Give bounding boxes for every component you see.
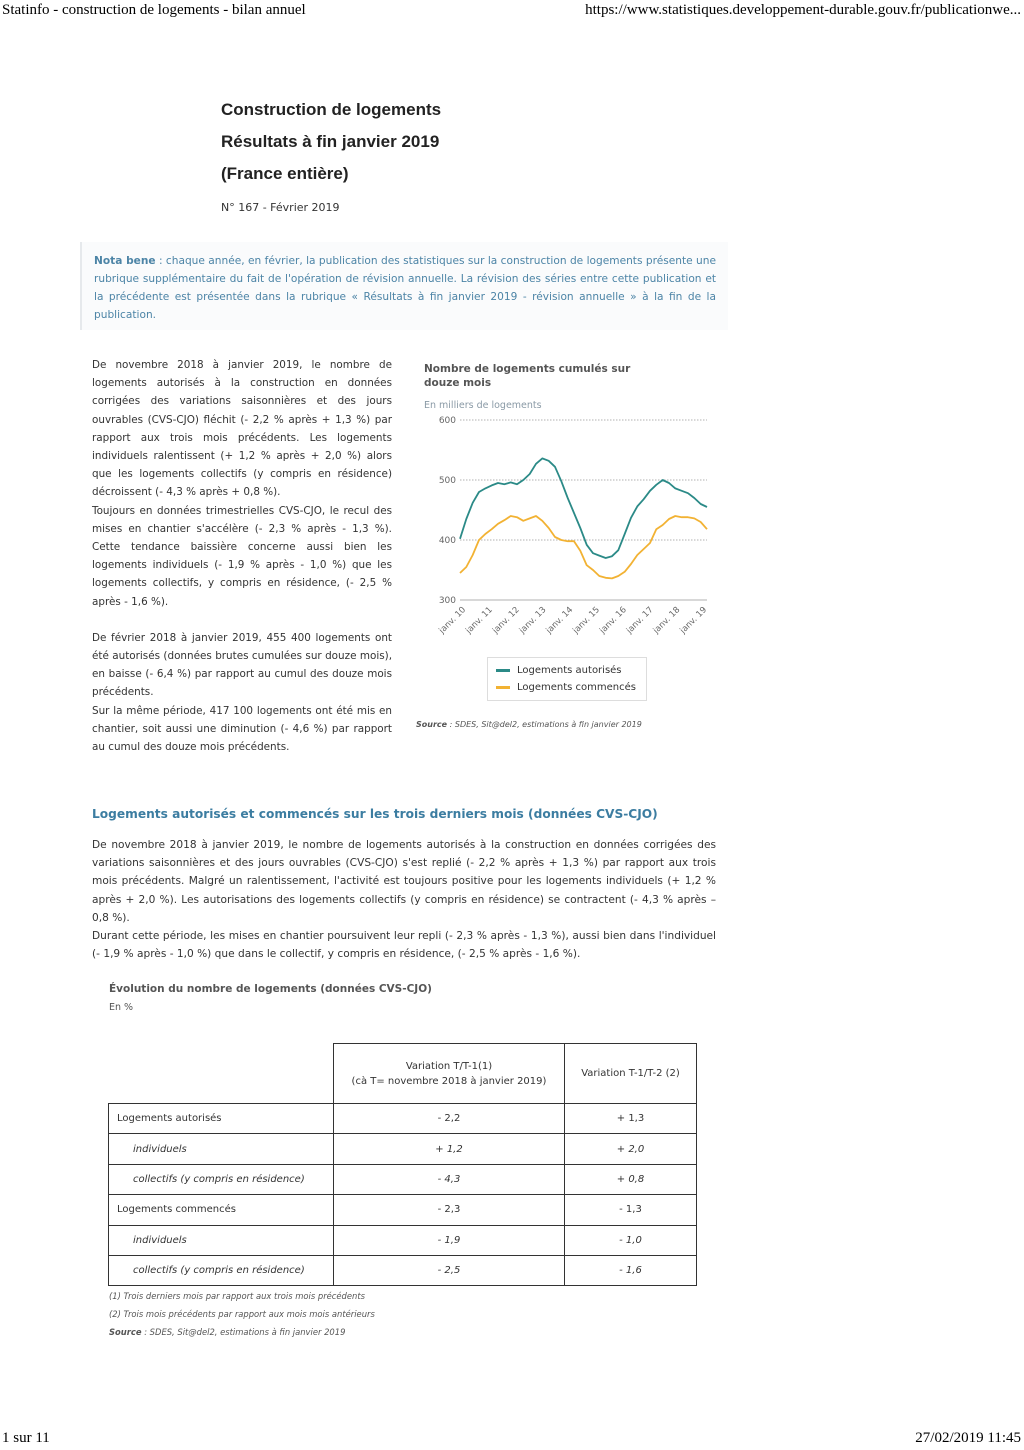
section-paragraph: De novembre 2018 à janvier 2019, le nombre de logements autorisés à la construction en données corrigées des variations saisonnières et des jours ouvrables (CVS-CJO) s'est replié (- 2,2 % après + 1,3 %) par rapport aux trois mois précédents. Malgré un ralentissement, l'activité est toujours positive pour les logements individuels (+ 1,2 % après + 2,0 %). Les autorisations des logements collectifs (y compris en résidence) se contractent (- 4,3 % après – 0,8 %).	[92, 839, 716, 924]
x-tick-label: janv. 18	[651, 605, 683, 636]
x-tick-label: janv. 11	[464, 605, 495, 636]
row-value: - 1,3	[565, 1195, 697, 1225]
page-counter: 1 sur 11	[2, 1430, 50, 1446]
x-tick-label: janv. 17	[624, 605, 656, 636]
issue-number: N° 167 - Février 2019	[221, 201, 340, 214]
table-note: (1) Trois derniers mois par rapport aux trois mois précédents	[109, 1291, 365, 1301]
table-row	[109, 1255, 697, 1285]
x-tick-label: janv. 19	[678, 605, 710, 636]
series-line-autorises	[460, 458, 707, 558]
legend-swatch	[496, 669, 510, 672]
table-title: Évolution du nombre de logements (données CVS-CJO)	[109, 983, 432, 995]
print-header	[0, 2, 1024, 22]
row-value: + 0,8	[565, 1164, 697, 1194]
table-unit: En %	[109, 1002, 134, 1013]
x-tick-label: janv. 12	[490, 605, 522, 636]
chart-legend	[487, 657, 647, 701]
row-label: Logements autorisés	[109, 1104, 334, 1134]
legend-item	[496, 662, 638, 679]
row-value: - 2,2	[334, 1104, 565, 1134]
lead-paragraph: Toujours en données trimestrielles CVS-CJO, le recul des mises en chantier s'accélère (- 2,3 % après - 1,3 %). Cette tendance baissière concerne aussi bien les logements individuels (- 1,9 % après - 1,0 %) que les logements collectifs, y compris en résidence, (- 2,5 % après - 1,6 %).	[92, 504, 392, 608]
x-tick-label: janv. 15	[571, 605, 603, 636]
row-value: + 2,0	[565, 1134, 697, 1164]
chart-source-text: : SDES, Sit@del2, estimations à fin janvier 2019	[447, 720, 642, 729]
legend-label: Logements autorisés	[517, 665, 622, 676]
page-url[interactable]: https://www.statistiques.developpement-durable.gouv.fr/publicationwe...	[585, 2, 1021, 18]
row-label: individuels	[109, 1225, 334, 1255]
table-notes	[109, 1287, 375, 1341]
housing-chart	[412, 360, 722, 740]
row-value: - 4,3	[334, 1164, 565, 1194]
table-row	[109, 1195, 697, 1225]
row-value: - 2,5	[334, 1255, 565, 1285]
lead-paragraph: Sur la même période, 417 100 logements ont été mis en chantier, soit aussi une diminution (- 4,6 %) par rapport au cumul des douze mois précédents.	[92, 704, 392, 754]
y-tick-label: 600	[438, 416, 456, 426]
row-value: + 1,3	[565, 1104, 697, 1134]
variation-table	[108, 1043, 697, 1286]
x-tick-label: janv. 14	[544, 605, 576, 636]
row-value: - 1,9	[334, 1225, 565, 1255]
row-label: collectifs (y compris en résidence)	[109, 1255, 334, 1285]
y-tick-label: 400	[438, 536, 456, 546]
line-chart	[412, 410, 722, 650]
row-label: individuels	[109, 1134, 334, 1164]
lead-text	[92, 356, 392, 774]
row-value: - 1,0	[565, 1225, 697, 1255]
x-tick-label: janv. 13	[517, 605, 549, 636]
table-row	[109, 1225, 697, 1255]
y-tick-label: 300	[438, 596, 456, 606]
table-row	[109, 1134, 697, 1164]
y-tick-label: 500	[438, 476, 456, 486]
series-line-commences	[460, 516, 707, 578]
table-header-cell	[334, 1044, 565, 1104]
row-value: - 1,6	[565, 1255, 697, 1285]
col2-line-2: (cà T= novembre 2018 à janvier 2019)	[351, 1075, 547, 1087]
section-text	[92, 836, 716, 963]
col2-line-1: Variation T/T-1(1)	[405, 1060, 493, 1072]
row-value: - 2,3	[334, 1195, 565, 1225]
document-title	[221, 94, 441, 190]
table-note: (2) Trois mois précédents par rapport aux mois mois antérieurs	[109, 1309, 375, 1319]
nota-bene-body: : chaque année, en février, la publication des statistiques sur la construction de logements présente une rubrique supplémentaire du fait de l'opération de révision annuelle. La révision des séries entre cette publication et la précédente est présentée dans la rubrique « Résultats à fin janvier 2019 - révision annuelle » à la fin de la publication.	[94, 255, 717, 321]
table-row	[109, 1104, 697, 1134]
table-row	[109, 1164, 697, 1194]
chart-unit: En milliers de logements	[424, 400, 542, 411]
nota-bene-box	[80, 242, 728, 330]
nota-bene-label: Nota bene	[94, 255, 156, 267]
lead-paragraph: De février 2018 à janvier 2019, 455 400 logements ont été autorisés (données brutes cumulées sur douze mois), en baisse (- 6,4 %) par rapport au cumul des douze mois précédents.	[92, 631, 392, 699]
row-value: + 1,2	[334, 1134, 565, 1164]
title-line-3: (France entière)	[221, 164, 349, 183]
x-tick-label: janv. 10	[437, 605, 469, 636]
table-header-row	[109, 1044, 697, 1104]
legend-label: Logements commencés	[517, 682, 637, 693]
row-label: collectifs (y compris en résidence)	[109, 1164, 334, 1194]
chart-source-label: Source	[416, 720, 448, 729]
x-tick-label: janv. 16	[597, 605, 629, 636]
table-header-cell: Variation T-1/T-2 (2)	[565, 1044, 697, 1104]
table-header-empty	[109, 1044, 334, 1104]
print-datetime: 27/02/2019 11:45	[915, 1430, 1021, 1446]
page-title-header: Statinfo - construction de logements - bilan annuel	[2, 2, 306, 18]
chart-source	[416, 720, 642, 729]
lead-paragraph: De novembre 2018 à janvier 2019, le nombre de logements autorisés à la construction en données corrigées des variations saisonnières et des jours ouvrables (CVS-CJO) fléchit (- 2,2 % après + 1,3 %) par rapport aux trois mois précédents. Les logements individuels ralentissent (+ 1,2 % après + 2,0 %) alors que les logements collectifs (y compris en résidence) décroissent (- 4,3 % après + 0,8 %).	[92, 359, 392, 499]
table-source-label: Source	[109, 1327, 142, 1337]
print-footer	[0, 1430, 1024, 1450]
nota-bene-text	[94, 252, 716, 324]
legend-item	[496, 679, 638, 696]
chart-title: Nombre de logements cumulés sur douze mois	[424, 363, 631, 389]
section-title: Logements autorisés et commencés sur les trois derniers mois (données CVS-CJO)	[92, 807, 658, 821]
table-source	[109, 1323, 375, 1341]
section-paragraph: Durant cette période, les mises en chantier poursuivent leur repli (- 2,3 % après - 1,3 %), aussi bien dans l'individuel (- 1,9 % après - 1,0 %) que dans le collectif, y compris en résidence, (- 2,5 % après - 1,6 %).	[92, 930, 716, 961]
title-line-2: Résultats à fin janvier 2019	[221, 132, 440, 151]
legend-swatch	[496, 686, 510, 689]
row-label: Logements commencés	[109, 1195, 334, 1225]
title-line-1: Construction de logements	[221, 100, 442, 119]
table-source-text: : SDES, Sit@del2, estimations à fin janvier 2019	[141, 1327, 346, 1337]
